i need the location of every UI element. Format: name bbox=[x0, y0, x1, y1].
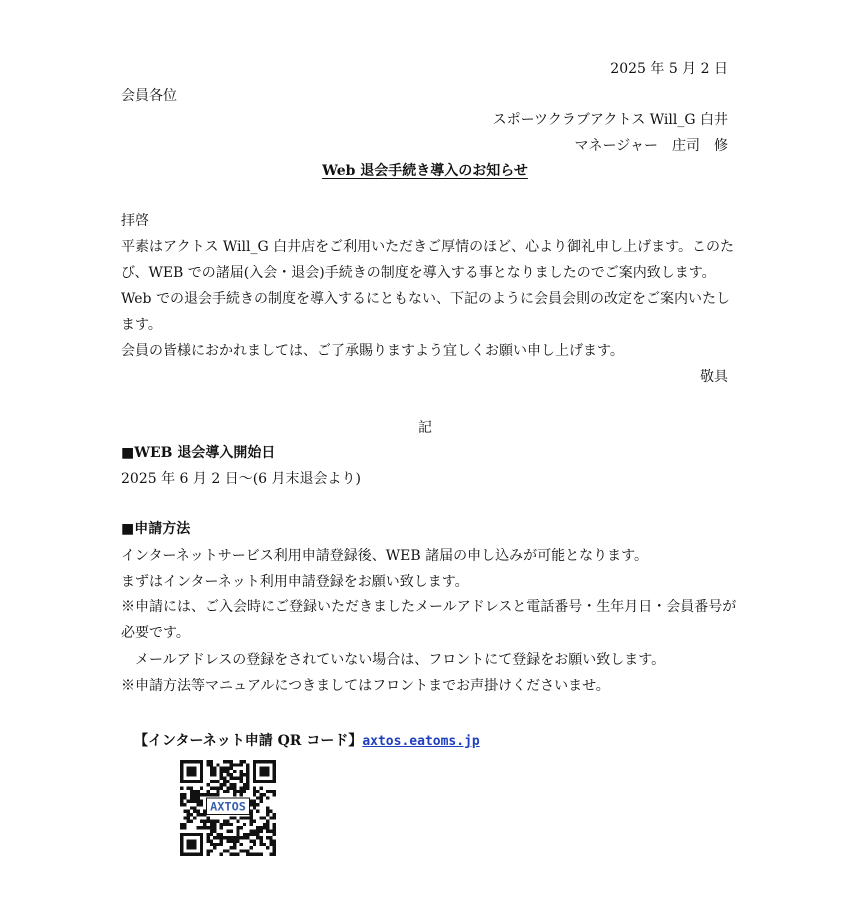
qr-code-image bbox=[180, 760, 276, 856]
application-line: メールアドレスの登録をされていない場合は、フロントにて登録をお願い致します。 bbox=[121, 652, 666, 668]
body-line: び、WEB での諸届(入会・退会)手続きの制度を導入する事となりましたのでご案内致します。 bbox=[121, 265, 716, 281]
document-title: Web 退会手続き導入のお知らせ bbox=[322, 163, 528, 179]
section-heading-application: ■申請方法 bbox=[121, 521, 191, 537]
recipient: 会員各位 bbox=[121, 88, 177, 104]
body-line: 会員の皆様におかれましては、ご了承賜りますよう宜しくお願い申し上げます。 bbox=[121, 343, 624, 359]
sender-organization: スポーツクラブアクトス Will_G 白井 bbox=[492, 112, 728, 128]
body-line: Web での退会手続きの制度を導入するにともない、下記のように会員会則の改定をご案内いたし bbox=[121, 291, 730, 307]
qr-link[interactable]: axtos.eatoms.jp bbox=[362, 734, 480, 749]
ki-marker: 記 bbox=[418, 420, 432, 436]
closing: 敬具 bbox=[700, 369, 728, 385]
qr-label-row bbox=[134, 732, 480, 751]
body-line: 平素はアクトス Will_G 白井店をご利用いただきご厚情のほど、心より御礼申し上げます。このた bbox=[121, 239, 734, 255]
application-line: ※申請方法等マニュアルにつきましてはフロントまでお声掛けくださいませ。 bbox=[121, 678, 610, 694]
application-line: 必要です。 bbox=[121, 625, 190, 641]
greeting: 拝啓 bbox=[121, 213, 149, 229]
section-heading-start-date: ■WEB 退会導入開始日 bbox=[121, 445, 276, 461]
application-line: インターネットサービス利用申請登録後、WEB 諸届の申し込みが可能となります。 bbox=[121, 548, 648, 564]
qr-label: 【インターネット申請 QR コード】 bbox=[134, 733, 363, 749]
sender-name: マネージャー 庄司 修 bbox=[574, 138, 728, 154]
start-date-text: 2025 年 6 月 2 日～(6 月末退会より) bbox=[121, 471, 361, 487]
body-line: ます。 bbox=[121, 317, 162, 333]
qr-logo-text: AXTOS bbox=[210, 799, 246, 814]
application-line: まずはインターネット利用申請登録をお願い致します。 bbox=[121, 574, 469, 590]
application-line: ※申請には、ご入会時にご登録いただきましたメールアドレスと電話番号・生年月日・会員番号が bbox=[121, 599, 737, 615]
document-date: 2025 年 5 月 2 日 bbox=[610, 61, 728, 77]
